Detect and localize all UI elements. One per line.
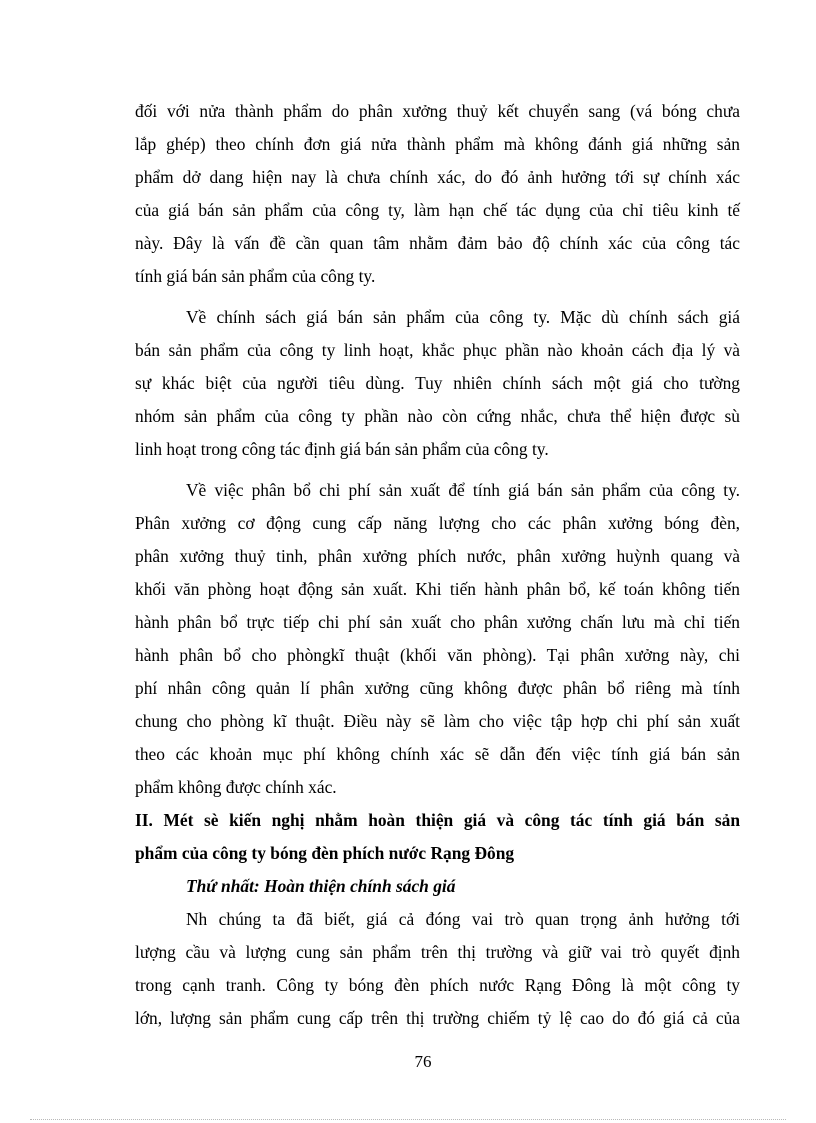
text-line: chung cho phòng kĩ thuật. Điều này sẽ làm cho việc tập hợp chi phí sản xuất: [135, 711, 740, 731]
text-line: phí nhân công quản lí phân xưởng cũng không được phân bổ riêng mà tính: [135, 678, 740, 698]
text-line: tính giá bán sản phẩm của công ty.: [135, 266, 376, 286]
page-body: [135, 95, 740, 1035]
text-line: lượng cầu và lượng cung sản phẩm trên thị trường và giữ vai trò quyết định: [135, 942, 740, 962]
text-line: hành phân bổ trực tiếp chi phí sản xuất cho phân xưởng chấn lưu mà chỉ tiến: [135, 612, 740, 632]
text-line: bán sản phẩm của công ty linh hoạt, khắc phục phần nào khoản cách địa lý và: [135, 340, 740, 360]
text-line: Nh chúng ta đã biết, giá cả đóng vai trò quan trọng ảnh hưởng tới: [186, 909, 740, 929]
text-line: phân xưởng thuỷ tinh, phân xưởng phích nước, phân xưởng huỳnh quang và: [135, 546, 740, 566]
text-line: nhóm sản phẩm của công ty phần nào còn cứng nhắc, chưa thể hiện được sù: [135, 406, 740, 426]
text-line: trong cạnh tranh. Công ty bóng đèn phích nước Rạng Đông là một công ty: [135, 975, 740, 995]
text-line: phẩm không được chính xác.: [135, 777, 337, 797]
text-line: khối văn phòng hoạt động sản xuất. Khi tiến hành phân bổ, kế toán không tiến: [135, 579, 740, 599]
text-line: theo các khoản mục phí không chính xác sẽ dẫn đến việc tính giá bán sản: [135, 744, 740, 764]
text-line: phẩm dở dang hiện nay là chưa chính xác, do đó ảnh hưởng tới sự chính xác: [135, 167, 740, 187]
text-line: Về việc phân bổ chi phí sản xuất để tính giá bán sản phẩm của công ty.: [186, 480, 740, 500]
paragraph-gap: [135, 293, 740, 301]
text-line: linh hoạt trong công tác định giá bán sản phẩm của công ty.: [135, 439, 549, 459]
footer-divider: [30, 1119, 786, 1120]
text-line: của giá bán sản phẩm của công ty, làm hạn chế tác dụng của chỉ tiêu kinh tế: [135, 200, 740, 220]
subsection-heading: Thứ nhất: Hoàn thiện chính sách giá: [186, 876, 456, 896]
text-line: này. Đây là vấn đề cần quan tâm nhằm đảm bảo độ chính xác của công tác: [135, 233, 740, 253]
text-line: hành phân bổ cho phòngkĩ thuật (khối văn phòng). Tại phân xưởng này, chi: [135, 645, 740, 665]
text-line: lớn, lượng sản phẩm cung cấp trên thị trường chiếm tỷ lệ cao do đó giá cả của: [135, 1008, 740, 1028]
text-line: đối với nửa thành phẩm do phân xưởng thuỷ kết chuyển sang (vá bóng chưa: [135, 101, 740, 121]
text-line: lắp ghép) theo chính đơn giá nửa thành phẩm mà không đánh giá những sản: [135, 134, 740, 154]
section-heading: II. Mét sè kiến nghị nhằm hoàn thiện giá và công tác tính giá bán sản: [135, 810, 740, 830]
text-line: Phân xưởng cơ động cung cấp năng lượng cho các phân xưởng bóng đèn,: [135, 513, 740, 533]
text-line: sự khác biệt của người tiêu dùng. Tuy nhiên chính sách một giá cho tường: [135, 373, 740, 393]
text-line: Về chính sách giá bán sản phẩm của công ty. Mặc dù chính sách giá: [186, 307, 740, 327]
paragraph-gap: [135, 466, 740, 474]
page-number: 76: [414, 1052, 432, 1071]
section-heading: phẩm của công ty bóng đèn phích nước Rạng Đông: [135, 843, 515, 863]
